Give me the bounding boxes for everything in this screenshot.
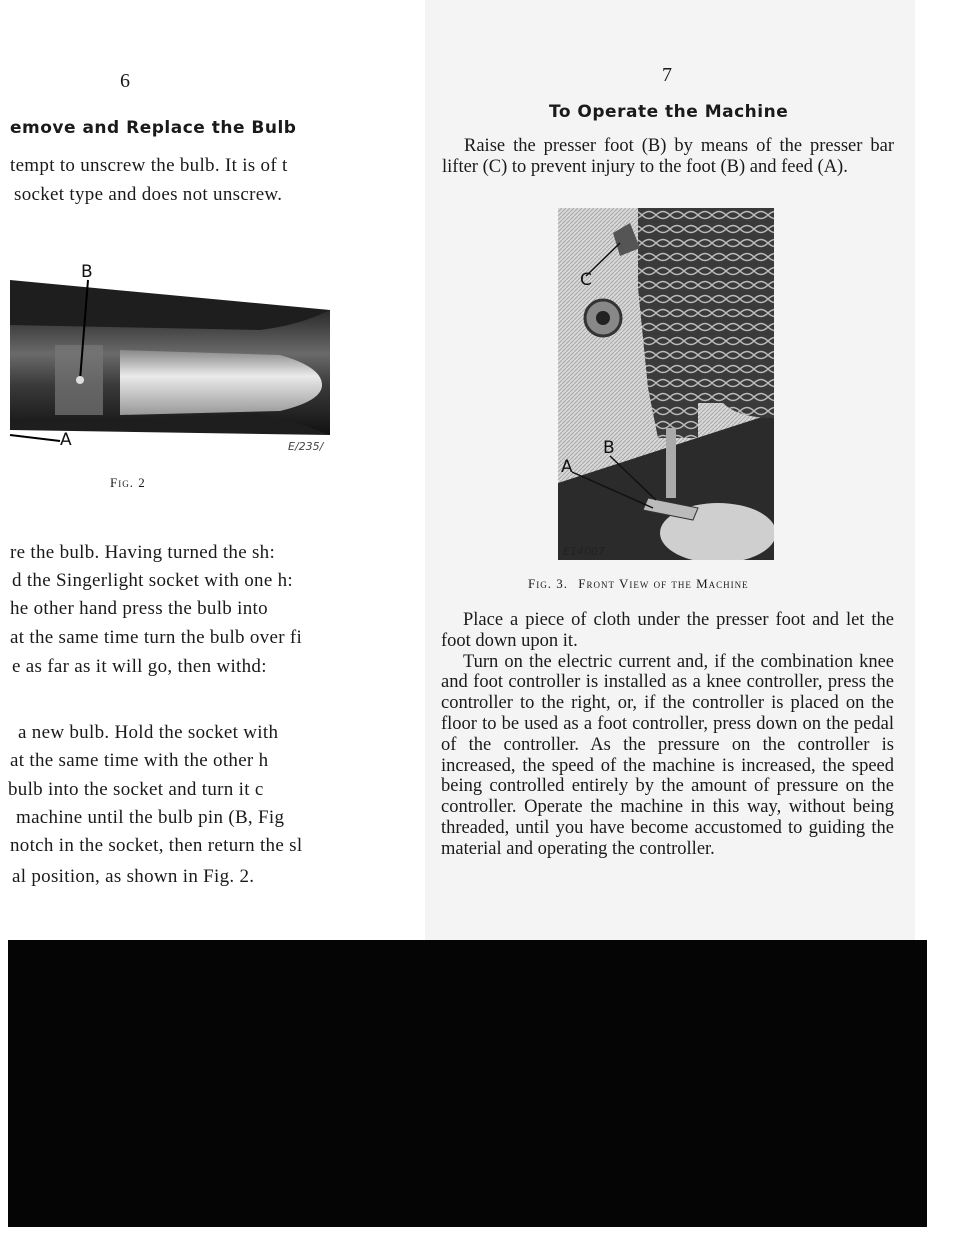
left-para-line: e as far as it will go, then withd: [12,656,267,677]
left-para-line: d the Singerlight socket with one h: [12,570,293,591]
right-page-number: 7 [662,64,672,86]
label-c: C [580,270,592,290]
label-a: A [60,430,72,450]
fig3-caption-title: Front View of the Machine [578,576,749,591]
left-intro-line: socket type and does not unscrew. [14,184,283,205]
left-para-line: re the bulb. Having turned the sh: [10,542,276,563]
fig3-caption [528,576,749,592]
right-intro [442,136,894,178]
bulb [120,350,322,415]
left-para-line: machine until the bulb pin (B, Fig [16,807,285,828]
left-para-line: al position, as shown in Fig. 2. [12,866,255,887]
fig3-caption-prefix: Fig. 3. [528,576,568,591]
left-para-line: bulb into the socket and turn it c [8,779,264,800]
left-page-number: 6 [120,70,130,92]
fig2-caption: Fig. 2 [110,475,146,490]
left-intro-line: tempt to unscrew the bulb. It is of t [10,155,288,176]
left-para-line: he other hand press the bulb into [10,598,268,619]
tension-dial-center [596,311,610,325]
left-para-line: at the same time turn the bulb over fi [10,627,303,648]
right-page-heading: To Operate the Machine [549,102,789,122]
figure-code: E/235/ [288,440,324,453]
left-para-line: at the same time with the other h [10,750,269,771]
left-para-line: a new bulb. Hold the socket with [18,722,279,743]
label-a: A [561,457,573,477]
left-para-line: notch in the socket, then return the sl [10,835,303,856]
bulb-illustration [0,255,336,465]
machine-illustration [558,208,774,560]
needle-bar [666,428,676,498]
pointer-line-a [10,435,60,441]
label-b: B [603,438,615,458]
left-page [0,0,336,940]
intro-paragraph: Raise the presser foot (B) by means of the presser bar lifter (C) to prevent injury to the foot (B) and feed (A). [442,136,894,177]
figure-code: E14007 [563,545,605,558]
body-paragraph-2: Turn on the electric current and, if the combination knee and foot controller is installed as a knee controller, press the controller to the right, or, if the controller is placed on the floor to be used as a foot controller, press down on the pedal of the controller. As the pressure on the controller is increased, the speed of the machine is increased, the speed being controlled entirely by the amount of pressure on the controller. Operate the machine in this way, without being threaded, until you have become accustomed to guiding the material and operating the controller. [441,651,894,859]
left-page-heading: emove and Replace the Bulb [10,118,297,138]
right-body [441,610,894,860]
label-b: B [81,262,93,282]
body-paragraph-1: Place a piece of cloth under the presser foot and let the foot down upon it. [441,610,894,651]
bulb-pin [76,376,84,384]
scan-black-area [8,940,927,1227]
